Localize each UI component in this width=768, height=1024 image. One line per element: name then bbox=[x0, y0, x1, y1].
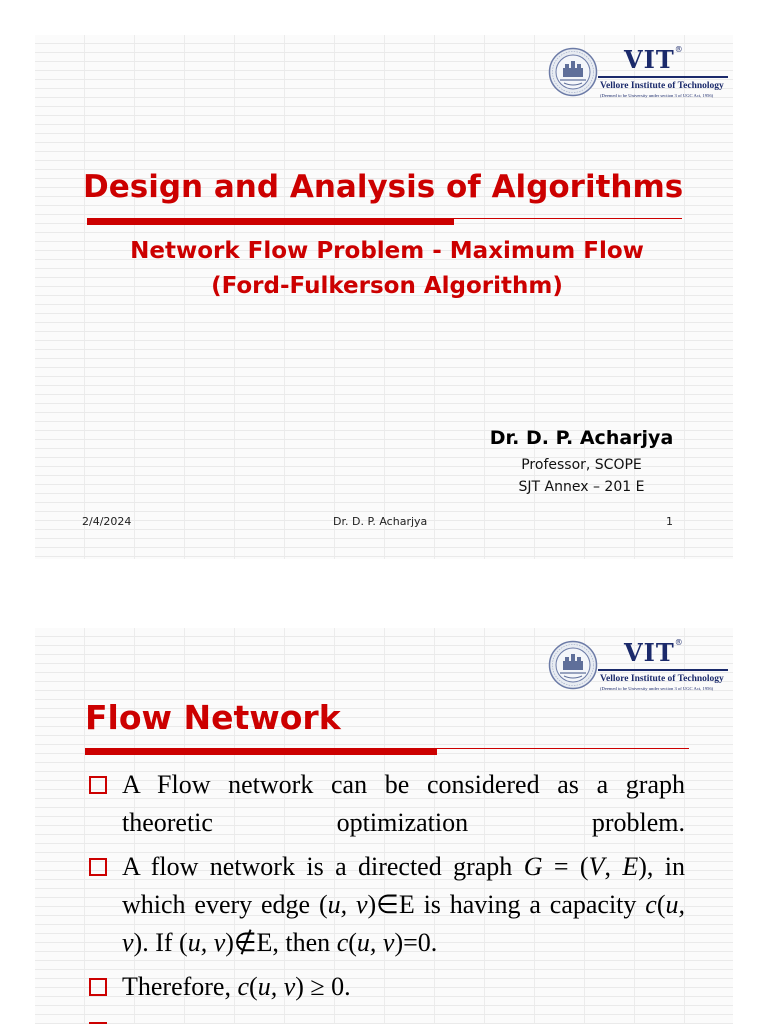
logo-vit-text: VIT® bbox=[624, 638, 684, 667]
bullet-text: A Flow network can be considered as a graph theoretic optimization problem. bbox=[122, 770, 685, 837]
slide-title: Design and Analysis of Algorithms bbox=[83, 169, 684, 205]
vit-logo bbox=[548, 636, 730, 694]
square-bullet-icon bbox=[89, 858, 107, 876]
bullet-item bbox=[87, 848, 685, 962]
bullet-text: Therefore, c(u, v) ≥ 0. bbox=[122, 972, 351, 1001]
slide-1 bbox=[35, 35, 733, 559]
vit-seal-icon bbox=[548, 640, 598, 690]
title-underline-thin bbox=[454, 218, 682, 219]
logo-deemed-text: (Deemed to be University under section 3 of UGC Act, 1956) bbox=[600, 686, 714, 691]
logo-vit-text: VIT® bbox=[624, 45, 684, 74]
footer-author: Dr. D. P. Acharjya bbox=[333, 515, 428, 528]
title-underline-thin bbox=[437, 748, 689, 749]
logo-institute-name: Vellore Institute of Technology bbox=[600, 81, 724, 91]
logo-institute-name: Vellore Institute of Technology bbox=[600, 674, 724, 684]
title-underline bbox=[85, 748, 437, 755]
author-name: Dr. D. P. Acharjya bbox=[489, 427, 674, 449]
footer-page-number: 1 bbox=[666, 515, 673, 528]
title-underline bbox=[87, 218, 454, 225]
logo-rule bbox=[598, 76, 728, 78]
square-bullet-icon bbox=[89, 978, 107, 996]
vit-seal-icon bbox=[548, 47, 598, 97]
author-office: SJT Annex – 201 E bbox=[518, 479, 645, 495]
slide-title: Flow Network bbox=[85, 698, 341, 737]
subtitle-line-2: (Ford-Fulkerson Algorithm) bbox=[211, 273, 563, 299]
footer-date: 2/4/2024 bbox=[82, 515, 132, 528]
author-role: Professor, SCOPE bbox=[521, 457, 642, 473]
logo-deemed-text: (Deemed to be University under section 3 of UGC Act, 1956) bbox=[600, 93, 714, 98]
bullet-list bbox=[87, 766, 685, 1012]
subtitle-line-1: Network Flow Problem - Maximum Flow bbox=[130, 238, 644, 264]
bullet-item bbox=[87, 968, 685, 1006]
vit-logo bbox=[548, 43, 730, 101]
logo-rule bbox=[598, 669, 728, 671]
bullet-text: A flow network is a directed graph G = (V, E), in which every edge (u, v)∈E is having a capacity c(u, v). If (u, v)∉E, then c(u, v)=0. bbox=[122, 852, 685, 957]
bullet-item bbox=[87, 766, 685, 842]
slide-2 bbox=[35, 628, 733, 1024]
square-bullet-icon bbox=[89, 776, 107, 794]
